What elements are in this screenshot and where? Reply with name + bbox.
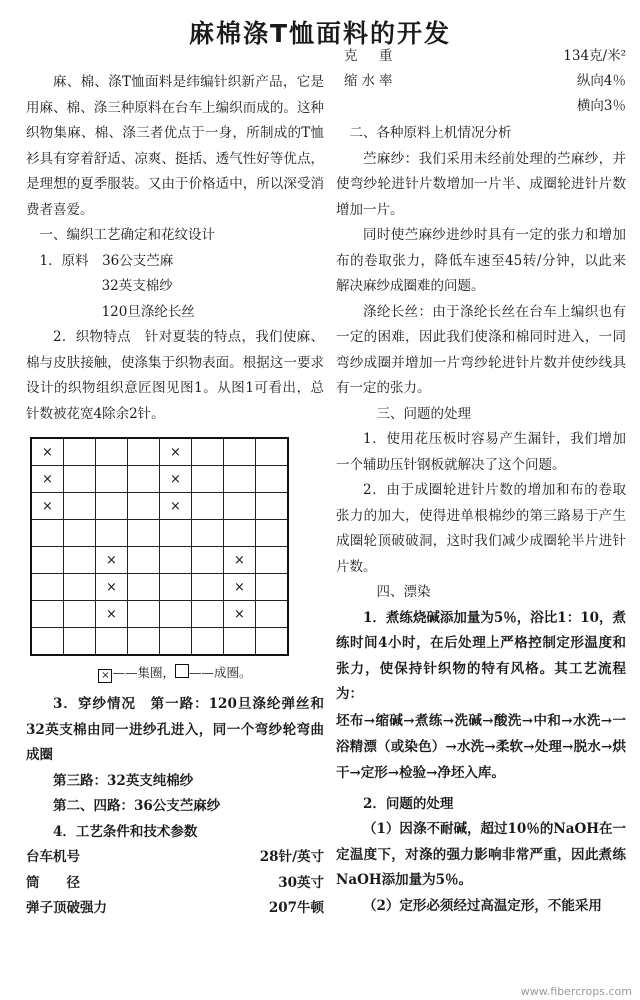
ramie-paragraph: 苎麻纱：我们采用未经前处理的苎麻纱，并使弯纱轮进针片数增加一片半、成圈轮进针片数增加一片。: [336, 150, 626, 218]
grid-cell-knit: [31, 520, 64, 547]
grid-cell-knit: [128, 547, 160, 574]
spec-row: 克 重 134克/米²: [344, 48, 626, 64]
grid-cell-knit: [64, 628, 96, 656]
spec-row: 横向3％: [576, 98, 626, 114]
grid-cell-knit: [224, 520, 256, 547]
grid-cell-knit: [128, 628, 160, 656]
grid-cell-knit: [192, 466, 224, 493]
grid-cell-knit: [160, 601, 192, 628]
grid-cell-knit: [224, 438, 256, 466]
problem-paragraph-1: 1．使用花压板时容易产生漏针，我们增加一个辅助压针钢板就解决了这个问题。: [336, 431, 626, 473]
section-heading-1: 一、编织工艺确定和花纹设计: [39, 227, 215, 243]
article-title: 麻棉涤T恤面料的开发: [188, 19, 452, 48]
polyester-paragraph: 涤纶长丝：由于涤纶长丝在台车上编织也有一定的困难，因此我们使涤和棉同时进入，一同弯纱成圈并增加一片弯纱轮进针片数并使纱线具有一定的张力。: [336, 303, 626, 396]
problem-subheading: 2．问题的处理: [363, 795, 454, 812]
spec-row: 弹子顶破强力 207牛顿: [26, 900, 324, 916]
grid-cell-knit: [128, 493, 160, 520]
grid-cell-knit: [224, 493, 256, 520]
grid-cell-knit: [192, 601, 224, 628]
grid-cell-knit: [224, 628, 256, 656]
grid-cell-knit: [128, 601, 160, 628]
grid-cell-knit: [128, 466, 160, 493]
section-heading-process-params: 4．工艺条件和技术参数: [53, 823, 198, 840]
grid-cell-knit: [256, 628, 289, 656]
grid-cell-knit: [31, 601, 64, 628]
grid-cell-knit: [160, 628, 192, 656]
grid-row: [31, 574, 288, 601]
legend-knit-box: [175, 664, 189, 678]
grid-cell-knit: [128, 520, 160, 547]
grid-cell-knit: [64, 493, 96, 520]
scouring-paragraph: 1．煮练烧碱添加量为5％，浴比1：10，煮练时间4小时，在后处理上严格控制定形温度和张力，使保持针织物的特有风格。其工艺流程为：: [336, 609, 626, 702]
grid-cell-knit: [192, 438, 224, 466]
left-column: [26, 70, 324, 922]
grid-cell-tuck: ×: [96, 601, 128, 628]
grid-cell-tuck: ×: [96, 574, 128, 601]
grid-row: [31, 493, 288, 520]
yarn-feed-2-4: 第二、四路：36公支苎麻纱: [53, 798, 221, 814]
grid-cell-knit: [256, 520, 289, 547]
grid-cell-knit: [64, 547, 96, 574]
grid-cell-knit: [96, 493, 128, 520]
grid-cell-knit: [192, 547, 224, 574]
right-column: [336, 44, 626, 919]
grid-cell-knit: [64, 574, 96, 601]
setting-paragraph: （2）定形必须经过高温定形，不能采用: [363, 897, 602, 914]
grid-cell-knit: [192, 574, 224, 601]
grid-cell-knit: [96, 628, 128, 656]
grid-cell-knit: [160, 520, 192, 547]
grid-cell-knit: [96, 466, 128, 493]
grid-row: [31, 438, 288, 466]
spec-row: 筒 径 30英寸: [26, 874, 324, 891]
grid-cell-tuck: ×: [160, 493, 192, 520]
grid-cell-tuck: ×: [31, 466, 64, 493]
problem-paragraph-2: 2．由于成圈轮进针片数的增加和布的卷取张力的加大，使得进单根棉纱的第三路易于产生成圈轮顶破破洞，这时我们减少成圈轮半片进针片数。: [336, 482, 626, 575]
grid-cell-knit: [31, 628, 64, 656]
grid-cell-tuck: ×: [31, 493, 64, 520]
grid-cell-knit: [31, 547, 64, 574]
grid-cell-knit: [256, 547, 289, 574]
grid-cell-tuck: ×: [224, 601, 256, 628]
grid-cell-knit: [64, 466, 96, 493]
grid-row: [31, 520, 288, 547]
grid-cell-tuck: ×: [224, 574, 256, 601]
grid-cell-tuck: ×: [224, 547, 256, 574]
legend-knit-label: ——成圈。: [189, 665, 252, 680]
section-heading-4: 四、漂染: [376, 584, 431, 600]
figure-1-weave-diagram: [26, 437, 324, 688]
figure-legend: [26, 658, 324, 688]
spec-row: 台车机号 28针/英寸: [26, 849, 324, 865]
grid-cell-knit: [224, 466, 256, 493]
watermark: www.fibercrops.com: [520, 985, 632, 998]
grid-cell-knit: [31, 574, 64, 601]
grid-cell-tuck: ×: [96, 547, 128, 574]
grid-row: [31, 547, 288, 574]
tension-paragraph: 同时使苎麻纱进纱时具有一定的张力和增加布的卷取张力，降低车速至45转/分钟，以此来解决麻纱成圈难的问题。: [336, 227, 626, 294]
grid-cell-knit: [128, 574, 160, 601]
grid-cell-tuck: ×: [160, 438, 192, 466]
grid-cell-knit: [256, 574, 289, 601]
yarn-threading-paragraph: 3．穿纱情况 第一路：120旦涤纶弹丝和32英支棉由同一进纱孔进入，同一个弯纱轮弯曲成圈: [26, 696, 324, 763]
grid-cell-tuck: ×: [31, 438, 64, 466]
grid-cell-knit: [64, 438, 96, 466]
grid-cell-knit: [128, 438, 160, 466]
grid-cell-knit: [256, 466, 289, 493]
grid-cell-knit: [160, 547, 192, 574]
section-heading-2: 二、各种原料上机情况分析: [349, 125, 512, 141]
grid-cell-knit: [64, 601, 96, 628]
weave-grid: [30, 437, 289, 656]
grid-cell-knit: [192, 628, 224, 656]
grid-cell-knit: [256, 493, 289, 520]
section-heading-3: 三、问题的处理: [376, 405, 471, 422]
process-flow: 坯布→缩碱→煮练→洗碱→酸洗→中和→水洗→一浴精漂（或染色）→水洗→柔软→处理→脱水→烘干→定形→检验→净坯入库。: [336, 712, 626, 781]
grid-cell-knit: [160, 574, 192, 601]
grid-row: [31, 628, 288, 656]
raw-material-line-2: 32英支棉纱: [101, 278, 173, 294]
grid-cell-knit: [256, 438, 289, 466]
grid-cell-knit: [192, 520, 224, 547]
naoh-paragraph: （1）因涤不耐碱，超过10％的NaOH在一定温度下，对涤的强力影响非常严重，因此煮练NaOH添加量为5％。: [336, 821, 626, 888]
grid-cell-tuck: ×: [160, 466, 192, 493]
raw-material-line-3: 120旦涤纶长丝: [101, 303, 195, 320]
grid-row: [31, 466, 288, 493]
legend-tuck-label: ——集圈，: [112, 665, 175, 680]
fabric-feature-paragraph: 2．织物特点 针对夏装的特点，我们使麻、棉与皮肤接触，使涤集于织物表面。根据这一要求设计的织物组织意匠图见图1。从图1可看出，总针数被花宽4除余2针。: [26, 329, 324, 422]
grid-cell-knit: [96, 520, 128, 547]
grid-cell-knit: [192, 493, 224, 520]
grid-cell-knit: [96, 438, 128, 466]
raw-material-line-1: 1．原料 36公支苎麻: [39, 252, 174, 269]
grid-row: [31, 601, 288, 628]
legend-tuck-box: ×: [98, 669, 112, 683]
grid-cell-knit: [256, 601, 289, 628]
intro-paragraph: 麻、棉、涤T恤面料是纬编针织新产品，它是用麻、棉、涤三种原料在台车上编织而成的。这种织物集麻、棉、涤三者优点于一身，所制成的T恤衫具有穿着舒适、凉爽、挺括、透气性好等优点，是理想的夏季服装。又由于价格适中，所以深受消费者喜爱。: [26, 74, 324, 218]
grid-cell-knit: [64, 520, 96, 547]
yarn-feed-3: 第三路：32英支纯棉纱: [53, 772, 194, 789]
spec-row: 缩水率 纵向4％: [344, 73, 626, 89]
